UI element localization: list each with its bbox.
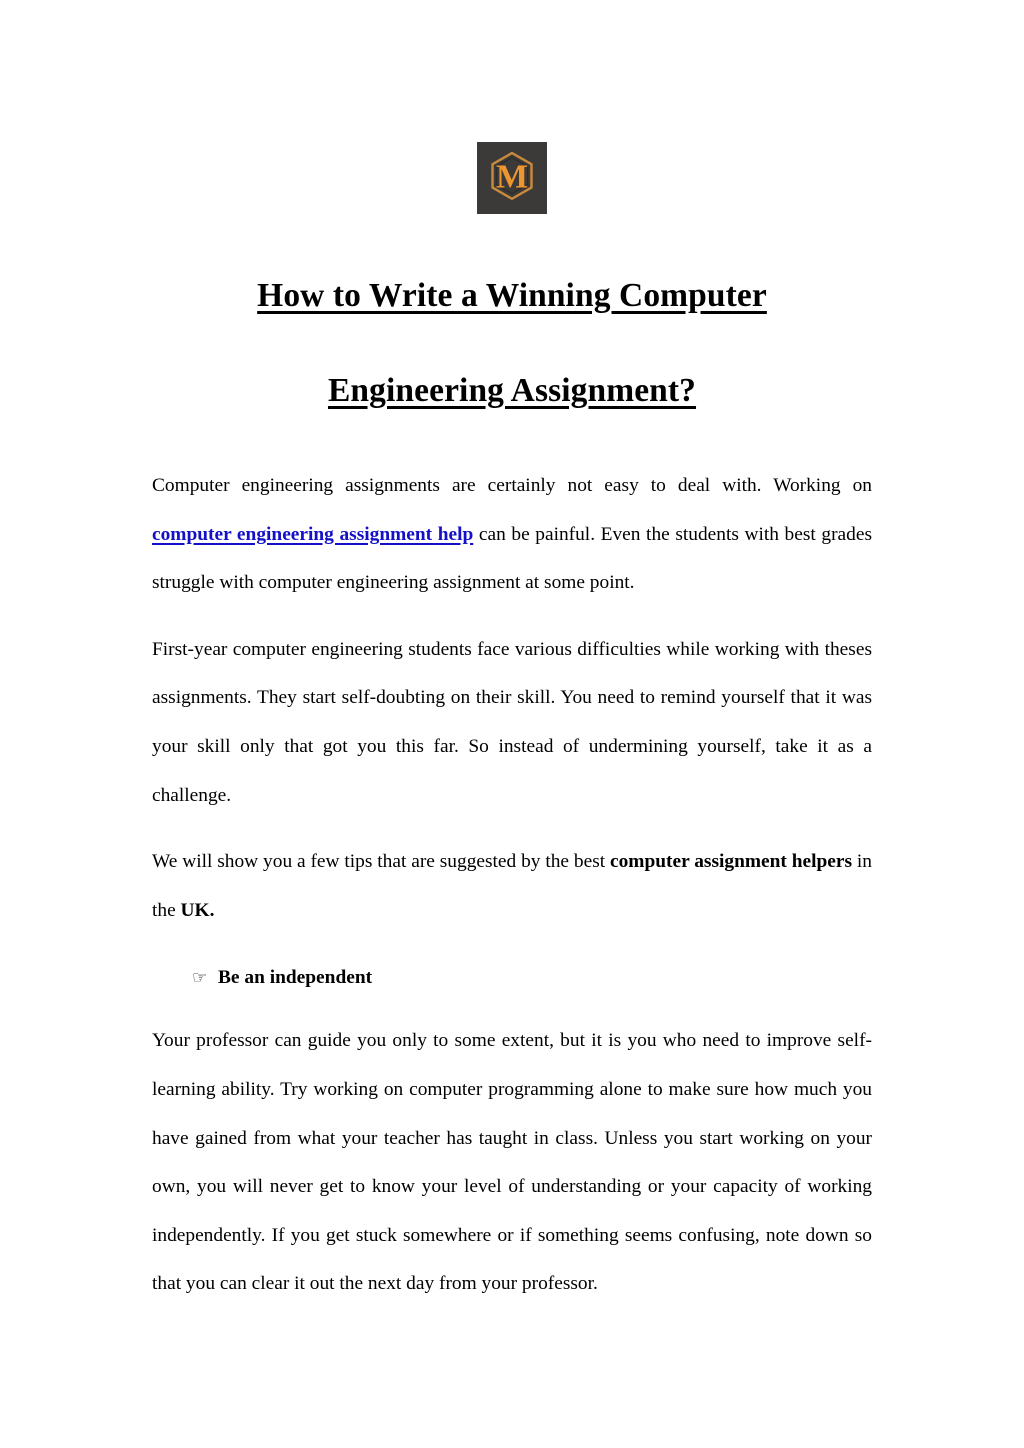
logo-hexagon-m-icon — [477, 142, 547, 214]
paragraph-3 — [152, 838, 872, 935]
paragraph-3-bold-phrase-1: computer assignment helpers — [610, 851, 853, 873]
document-body — [152, 462, 872, 1327]
paragraph-1-text-b: can be painful. Even the students with best grades struggle with computer engineering assignment at some point. — [152, 523, 872, 594]
paragraph-1-text-a: Computer engineering assignments are certainly not easy to deal with. Working on — [152, 475, 872, 496]
page-title-line-1 — [152, 248, 872, 343]
paragraph-1 — [152, 462, 872, 608]
paragraph-2: First-year computer engineering students face various difficulties while working with theses assignments. They start self-doubting on their skill. You need to remind yourself that it was your skill only that got you this far. So instead of undermining yourself, take it as a challenge. — [152, 638, 872, 806]
brand-logo — [477, 142, 547, 214]
paragraph-3-text-b: in the — [152, 851, 872, 921]
page-title-line-1-text: How to Write a Winning Computer — [257, 277, 767, 314]
paragraph-3-text-a: We will show you a few tips that are suggested by the best — [152, 851, 610, 873]
pointing-hand-bullet-icon: ☞ — [192, 968, 208, 989]
page-title-line-2 — [152, 343, 872, 438]
paragraph-3-bold-phrase-2: UK. — [180, 899, 215, 921]
svg-text:M: M — [495, 158, 529, 196]
page-title-block — [152, 248, 872, 438]
list-item-label: Be an independent — [218, 967, 373, 989]
page-title — [152, 248, 872, 438]
computer-engineering-assignment-help-link[interactable]: computer engineering assignment help — [152, 523, 474, 545]
paragraph-4: Your professor can guide you only to some extent, but it is you who need to improve self-learning ability. Try working on computer programming alone to make sure how much you have gained from what your teacher has taught in class. Unless you start working on your own, you will never get to know your level of understanding or your capacity of working independently. If you get stuck somewhere or if something seems confusing, note down so that you can clear it out the next day from your professor. — [152, 1030, 872, 1295]
page-title-line-2-text: Engineering Assignment? — [327, 372, 697, 409]
list-item — [152, 961, 872, 995]
logo-tile — [477, 142, 547, 214]
